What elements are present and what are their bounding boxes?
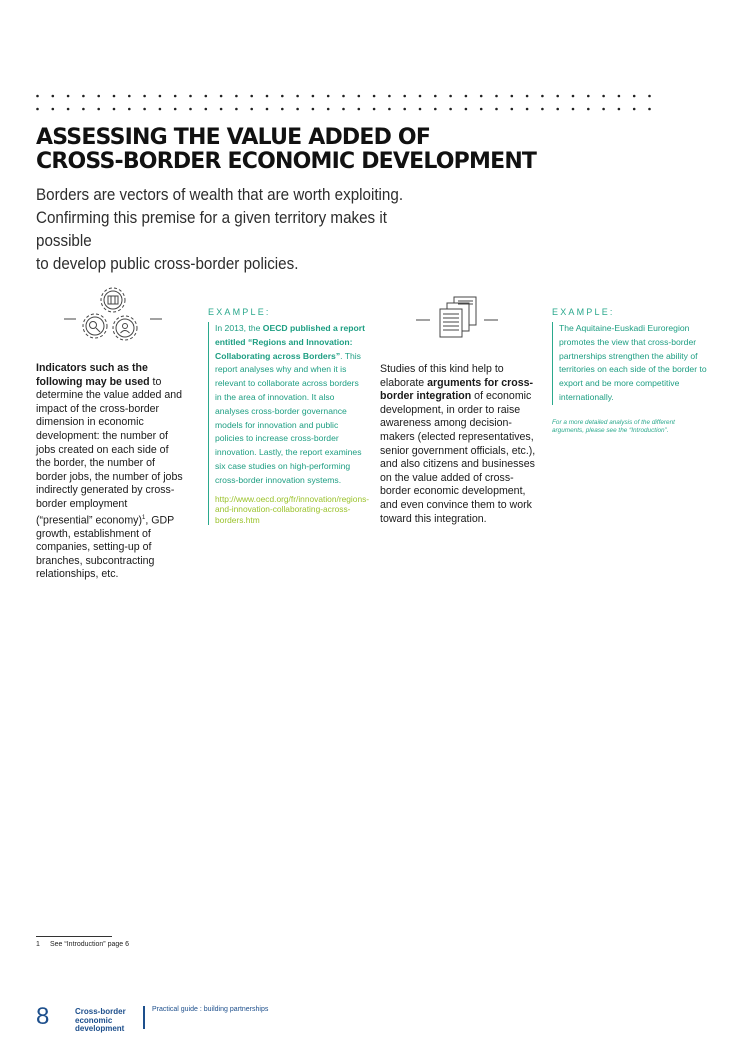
indicators-text: to determine the value added and impact of the cross-border dimension in economic development: the number of jobs created on each side of the border, the number of border jobs, the number of jobs indirectly generated by cross-border employment (“presential” economy): [36, 375, 183, 527]
page-title: [36, 126, 536, 174]
divider-dot: [174, 95, 177, 98]
footer-divider: [143, 1006, 145, 1029]
footnote-number: 1: [36, 941, 40, 948]
gears-icon: [62, 286, 166, 346]
divider-dot: [128, 95, 131, 98]
arguments-text-start: Studies of this kind help to elaborate: [380, 363, 504, 389]
oecd-report-title: OECD published a report entitled “Regions and Innovation: Collaborating across Borders”: [215, 323, 365, 361]
indicators-bold-lead: Indicators such as the following may be used: [36, 362, 150, 388]
divider-dot: [296, 108, 299, 111]
oecd-paragraph: [215, 322, 365, 488]
arguments-text-end: of economic development, in order to raise awareness among decision-makers (elected representatives, senior government officials, etc.), and also citizens and businesses on the value added of cross-border economic development, and even convince them to work toward this integration.: [380, 390, 536, 525]
subtitle-line-2: Confirming this premise for a given territory makes it possible: [36, 209, 387, 250]
divider-dot: [495, 108, 498, 111]
divider-dot: [67, 108, 70, 111]
divider-dot: [36, 95, 39, 98]
divider-dot: [220, 95, 223, 98]
divider-dot: [327, 95, 330, 98]
divider-dot: [342, 108, 345, 111]
subtitle-line-1: Borders are vectors of wealth that are worth exploiting.: [36, 186, 404, 204]
divider-dot: [419, 95, 422, 98]
divider-dot: [52, 108, 55, 111]
example-label-2: EXAMPLE:: [552, 307, 615, 317]
divider-dot: [174, 108, 177, 111]
dotted-divider: [36, 94, 654, 116]
divider-dot: [143, 108, 146, 111]
divider-dot: [602, 95, 605, 98]
divider-dot: [618, 95, 621, 98]
oecd-link[interactable]: http://www.oecd.org/fr/innovation/regions-and-innovation-collaborating-across-borders.htm: [215, 493, 370, 525]
divider-dot: [266, 95, 269, 98]
oecd-intro: In 2013, the: [215, 323, 263, 333]
divider-dot: [511, 95, 514, 98]
divider-dot: [556, 95, 559, 98]
brand-line-2: economic: [75, 1015, 113, 1025]
example-label-1: EXAMPLE:: [208, 307, 271, 317]
divider-dot: [82, 95, 85, 98]
divider-dot: [159, 95, 162, 98]
arguments-paragraph: [380, 363, 538, 526]
footnote: [36, 941, 129, 948]
divider-dot: [633, 95, 636, 98]
divider-dot: [449, 108, 452, 111]
divider-dot: [189, 108, 192, 111]
divider-dot: [373, 108, 376, 111]
divider-dot: [97, 95, 100, 98]
example-box-euroregion: [552, 322, 707, 405]
divider-dot: [220, 108, 223, 111]
divider-dot: [312, 95, 315, 98]
divider-dot: [419, 108, 422, 111]
divider-dot: [143, 95, 146, 98]
brand-line-1: Cross-border: [75, 1007, 126, 1016]
divider-dot: [511, 108, 514, 111]
divider-dot: [235, 95, 238, 98]
divider-dot: [587, 108, 590, 111]
divider-dot: [373, 95, 376, 98]
divider-dot: [358, 95, 361, 98]
divider-dot: [526, 95, 529, 98]
oecd-body: . This report analyses why and when it is relevant to collaborate across borders in the area of innovation. It also analyses cross-border governance models for innovation and public policies to increase cross-border innovation. Lastly, the report examines six case studies on high-performing cross-border innovation systems.: [215, 350, 362, 485]
divider-dot: [250, 95, 253, 98]
divider-dot: [266, 108, 269, 111]
divider-dot: [67, 95, 70, 98]
divider-dot: [113, 108, 116, 111]
divider-dot: [465, 108, 468, 111]
documents-icon: [414, 294, 504, 342]
divider-dot: [648, 95, 651, 98]
divider-dot: [205, 108, 208, 111]
divider-dot: [113, 95, 116, 98]
divider-dot: [388, 95, 391, 98]
divider-dot: [434, 108, 437, 111]
divider-dot: [342, 95, 345, 98]
divider-dot: [97, 108, 100, 111]
subtitle-line-3: to develop public cross-border policies.: [36, 255, 299, 273]
introduction-note: For a more detailed analysis of the different arguments, please see the “Introduction”.: [552, 419, 675, 434]
divider-dot: [648, 108, 651, 111]
divider-dot: [633, 108, 636, 111]
divider-dot: [52, 95, 55, 98]
indicators-text-end: , GDP growth, establishment of companies, setting-up of branches, subcontracting relationships, etc.: [36, 514, 174, 581]
page-number: 8: [36, 1003, 50, 1030]
footer-brand: [75, 1008, 126, 1034]
divider-dot: [526, 108, 529, 111]
divider-dot: [235, 108, 238, 111]
divider-dot: [541, 95, 544, 98]
divider-dot: [128, 108, 131, 111]
divider-dot: [358, 108, 361, 111]
divider-dot: [403, 95, 406, 98]
divider-dot: [296, 95, 299, 98]
footnote-rule: [36, 936, 112, 937]
divider-dot: [602, 108, 605, 111]
footnote-ref: 1: [141, 514, 146, 521]
divider-dot: [189, 95, 192, 98]
divider-dot: [465, 95, 468, 98]
divider-dot: [556, 108, 559, 111]
divider-dot: [36, 108, 39, 111]
divider-dot: [327, 108, 330, 111]
example-box-oecd: [208, 322, 370, 525]
divider-dot: [618, 108, 621, 111]
divider-dot: [159, 108, 162, 111]
brand-line-3: development: [75, 1024, 125, 1034]
arguments-bold: arguments for cross-border integration: [380, 376, 534, 403]
title-line-1: ASSESSING THE VALUE ADDED OF: [36, 125, 431, 150]
divider-dot: [403, 108, 406, 111]
divider-dot: [449, 95, 452, 98]
divider-dot: [480, 108, 483, 111]
divider-dot: [82, 108, 85, 111]
divider-dot: [495, 95, 498, 98]
divider-dot: [587, 95, 590, 98]
indicators-paragraph: [36, 362, 186, 582]
divider-dot: [281, 95, 284, 98]
divider-dot: [480, 95, 483, 98]
divider-dot: [205, 95, 208, 98]
footnote-text: See “Introduction” page 6: [50, 941, 129, 948]
footer-guide-title: Practical guide : building partnerships: [152, 1006, 269, 1013]
intro-subtitle: [36, 184, 413, 276]
divider-dot: [281, 108, 284, 111]
divider-dot: [312, 108, 315, 111]
divider-dot: [572, 95, 575, 98]
divider-dot: [250, 108, 253, 111]
euroregion-paragraph: The Aquitaine-Euskadi Euroregion promotes the view that cross-border partnerships strengthen the ability of territories on each side of the border to export and be more competitive internationally.: [559, 323, 707, 402]
divider-dot: [541, 108, 544, 111]
divider-dot: [434, 95, 437, 98]
divider-dot: [572, 108, 575, 111]
title-line-2: CROSS-BORDER ECONOMIC DEVELOPMENT: [36, 149, 537, 174]
divider-dot: [388, 108, 391, 111]
